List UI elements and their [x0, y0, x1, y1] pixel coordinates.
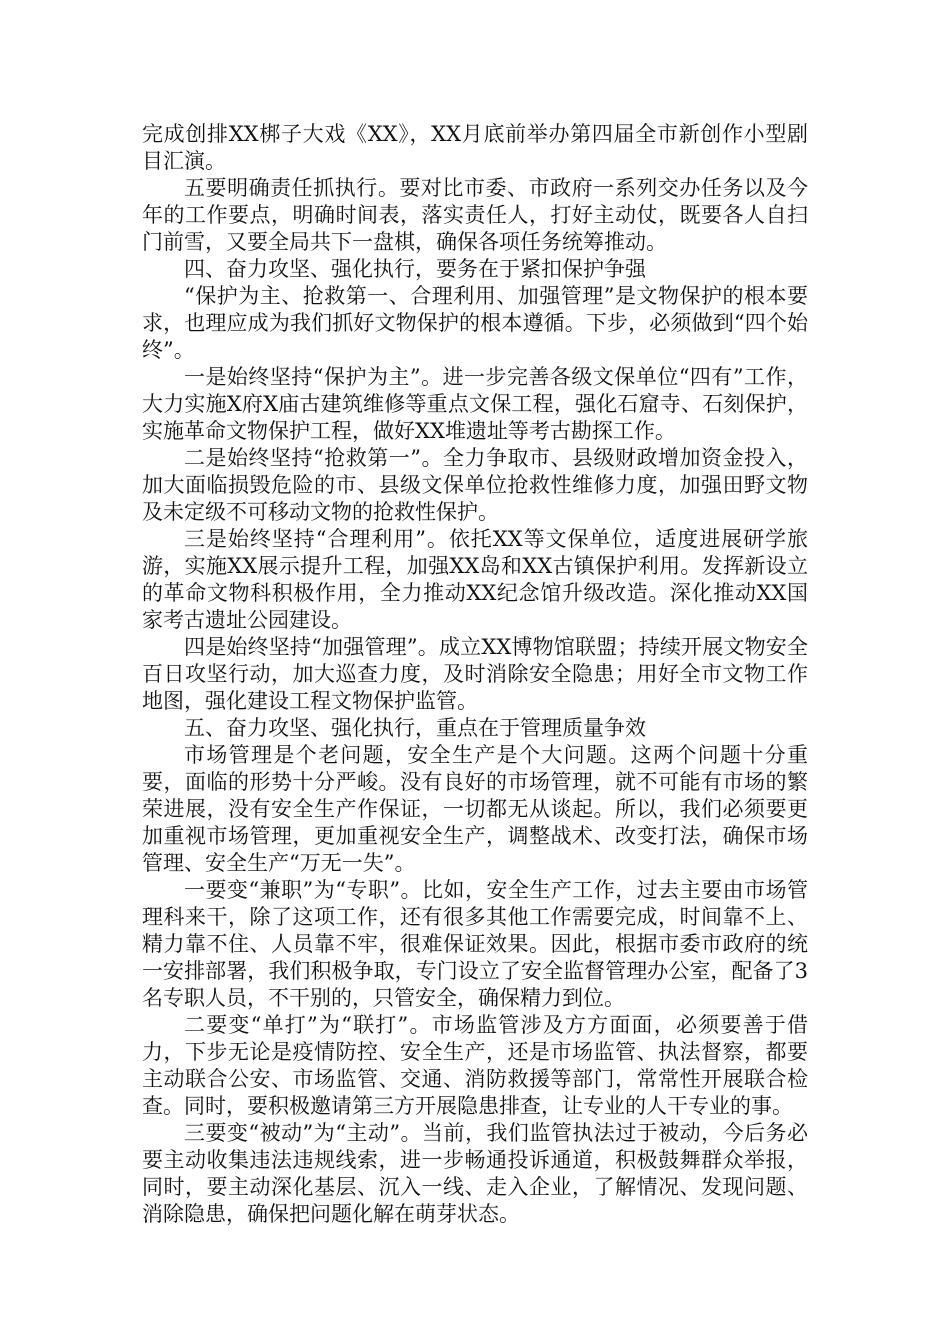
paragraph-protection-1: 一是始终坚持“保护为主”。进一步完善各级文保单位“四有”工作，大力实施X府X庙古建筑维修等重点文保工程，强化石窟寺、石刻保护，实施革命文物保护工程，做好XX堆遗址等考古勘探工作。: [142, 365, 808, 443]
paragraph-market-1: 一要变“兼职”为“专职”。比如，安全生产工作，过去主要由市场管理科来干，除了这项工作，还有很多其他工作需要完成，时间靠不上、精力靠不住、人员靠不牢，很难保证效果。因此，根据市委市政府的统一安排部署，我们积极争取，专门设立了安全监督管理办公室，配备了3名专职人员，不干别的，只管安全，确保精力到位。: [142, 878, 808, 1010]
paragraph-market-3: 三要变“被动”为“主动”。当前，我们监管执法过于被动，今后务必要主动收集违法违规线索，进一步畅通投诉通道，积极鼓舞群众举报，同时，要主动深化基层、沉入一线、走入企业，了解情况、发现问题、消除隐患，确保把问题化解在萌芽状态。: [142, 1121, 808, 1226]
paragraph-continuation: 完成创排XX梆子大戏《XX》，XX月底前举办第四届全市新创作小型剧目汇演。: [142, 122, 808, 173]
paragraph-responsibility: 五要明确责任抓执行。要对比市委、市政府一系列交办任务以及今年的工作要点，明确时间表，落实责任人，打好主动仗，既要各人自扫门前雪，又要全局共下一盘棋，确保各项任务统筹推动。: [142, 176, 808, 254]
paragraph-market-intro: 市场管理是个老问题，安全生产是个大问题。这两个问题十分重要，面临的形势十分严峻。没有良好的市场管理，就不可能有市场的繁荣进展，没有安全生产作保证，一切都无从谈起。所以，我们必须要更加重视市场管理，更加重视安全生产，调整战术、改变打法，确保市场管理、安全生产“万无一失”。: [142, 743, 808, 875]
section-heading-4: 四、奋力攻坚、强化执行，要务在于紧扣保护争强: [184, 257, 646, 281]
paragraph-protection-intro: “保护为主、抢救第一、合理利用、加强管理”是文物保护的根本要求，也理应成为我们抓好文物保护的根本遵循。下步，必须做到“四个始终”。: [142, 284, 808, 362]
section-heading-5: 五、奋力攻坚、强化执行，重点在于管理质量争效: [184, 716, 646, 740]
paragraph-market-2: 二要变“单打”为“联打”。市场监管涉及方方面面，必须要善于借力，下步无论是疫情防控、安全生产，还是市场监管、执法督察，都要主动联合公安、市场监管、交通、消防救援等部门，常常性开展联合检查。同时，要积极邀请第三方开展隐患排查，让专业的人干专业的事。: [142, 1013, 808, 1118]
paragraph-protection-3: 三是始终坚持“合理利用”。依托XX等文保单位，适度进展研学旅游，实施XX展示提升工程，加强XX岛和XX古镇保护利用。发挥新设立的革命文物科积极作用，全力推动XX纪念馆升级改造。深化推动XX国家考古遗址公园建设。: [142, 527, 808, 632]
document-body: [142, 121, 808, 1228]
paragraph-protection-2: 二是始终坚持“抢救第一”。全力争取市、县级财政增加资金投入，加大面临损毁危险的市、县级文保单位抢救性维修力度，加强田野文物及未定级不可移动文物的抢救性保护。: [142, 446, 808, 524]
paragraph-protection-4: 四是始终坚持“加强管理”。成立XX博物馆联盟；持续开展文物安全百日攻坚行动，加大巡查力度，及时消除安全隐患；用好全市文物工作地图，强化建设工程文物保护监管。: [142, 635, 808, 713]
